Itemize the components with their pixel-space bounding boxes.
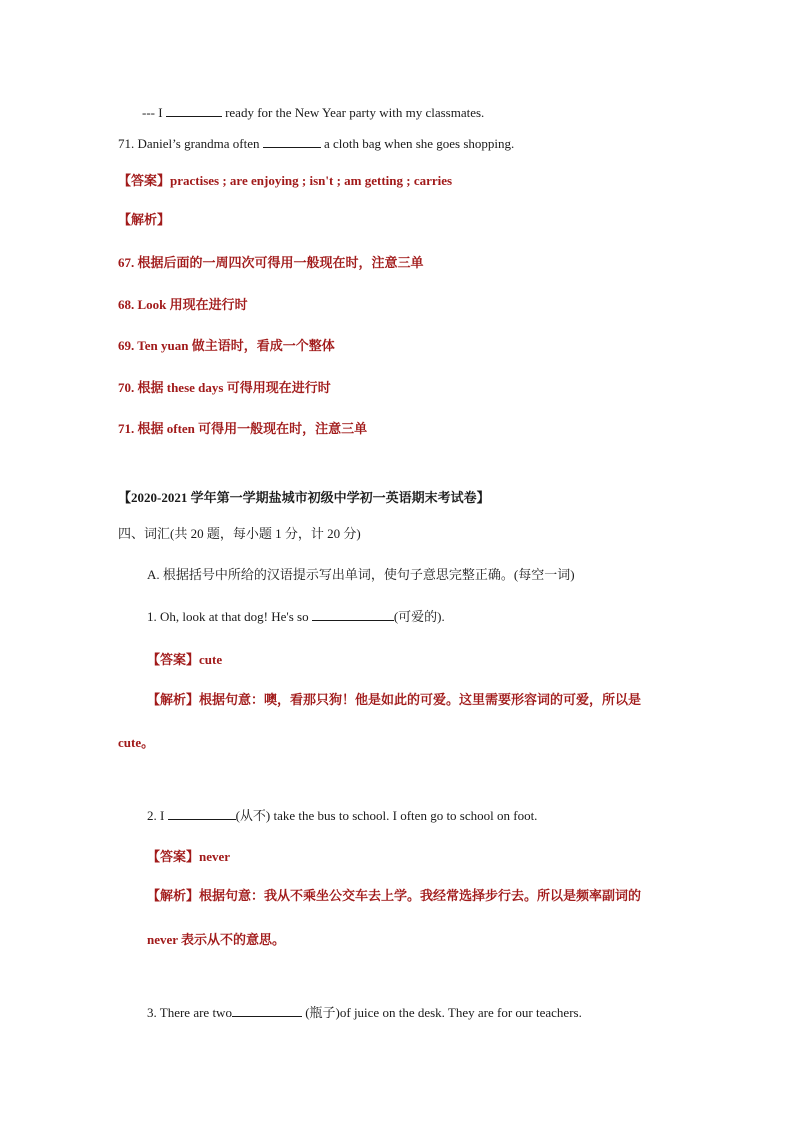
question-3	[147, 1004, 582, 1022]
question-71	[118, 135, 514, 153]
answer-2: 【答案】never	[147, 849, 231, 864]
question-text: (瓶子)of juice on the desk. They are for our teachers.	[301, 1005, 582, 1020]
question-text: (可爱的).	[393, 609, 445, 624]
section-four-heading: 四、词汇(共 20 题，每小题 1 分，计 20 分)	[118, 526, 361, 541]
analysis-71: 71. 根据 often 可得用一般现在时，注意三单	[118, 421, 368, 436]
question-text: 3. There are two	[147, 1005, 232, 1020]
answer-blank	[312, 608, 394, 621]
analysis-1: 【解析】根据句意：噢，看那只狗！他是如此的可爱。这里需要形容词的可爱，所以是	[147, 692, 642, 707]
question-text: 2. I	[147, 808, 168, 823]
question-text: 1. Oh, look at that dog! He's so	[147, 609, 312, 624]
answer-blank	[232, 1004, 302, 1017]
question-text: 71. Daniel’s grandma often	[118, 136, 263, 151]
sentence-line	[142, 104, 484, 122]
question-text: (从不) take the bus to school. I often go to school on foot.	[235, 808, 538, 823]
question-1	[147, 608, 445, 626]
analysis-67: 67. 根据后面的一周四次可得用一般现在时，注意三单	[118, 255, 424, 270]
analysis-1-continued: cute。	[118, 735, 155, 750]
answer-blank	[166, 104, 222, 117]
answer-1: 【答案】cute	[147, 652, 223, 667]
answer-blank	[263, 135, 321, 148]
question-text: a cloth bag when she goes shopping.	[320, 136, 515, 151]
question-2	[147, 807, 537, 825]
sentence-text: ready for the New Year party with my classmates.	[221, 105, 485, 120]
analysis-70: 70. 根据 these days 可得用现在进行时	[118, 380, 331, 395]
analysis-2-continued: never 表示从不的意思。	[147, 932, 286, 947]
analysis-2: 【解析】根据句意：我从不乘坐公交车去上学。我经常选择步行去。所以是频率副词的	[147, 888, 642, 903]
part-a-instruction: A. 根据括号中所给的汉语提示写出单词，使句子意思完整正确。(每空一词)	[147, 567, 575, 582]
analysis-69: 69. Ten yuan 做主语时，看成一个整体	[118, 338, 335, 353]
analysis-heading: 【解析】	[118, 212, 171, 227]
answer-key: 【答案】practises ; are enjoying ; isn't ; am getting ; carries	[118, 173, 453, 188]
section-title: 【2020-2021 学年第一学期盐城市初级中学初一英语期末考试卷】	[118, 490, 490, 505]
analysis-68: 68. Look 用现在进行时	[118, 297, 248, 312]
sentence-text: --- I	[142, 105, 166, 120]
answer-blank	[168, 807, 236, 820]
